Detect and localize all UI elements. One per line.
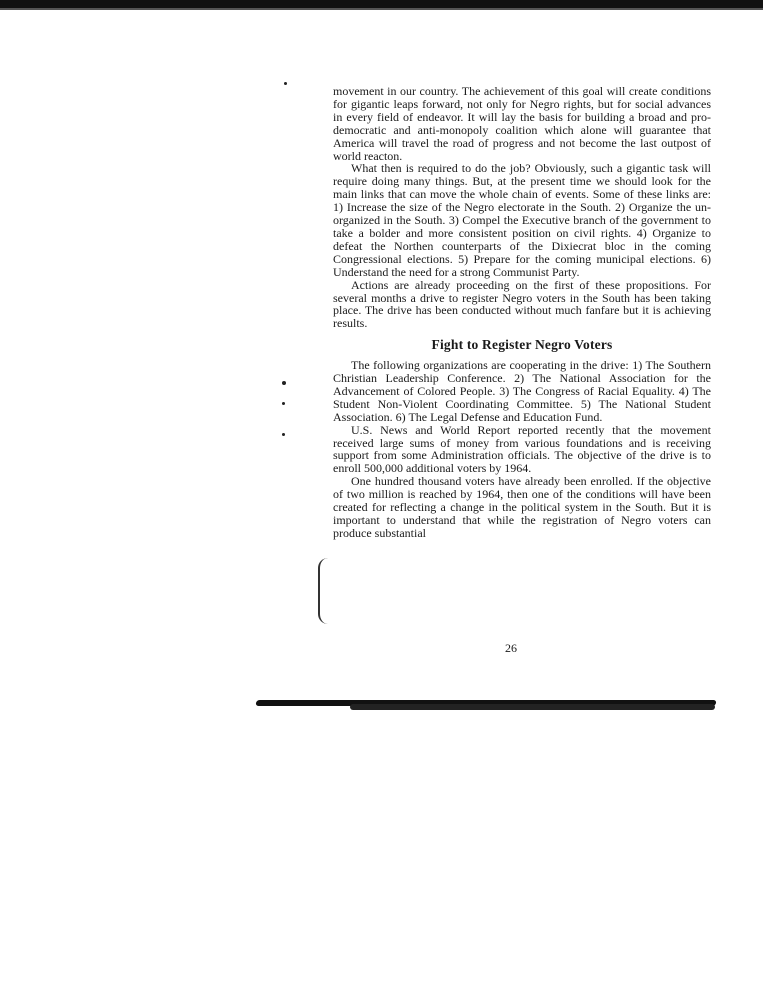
scan-bottom-edge-shadow [350,704,715,710]
paragraph: Actions are already proceeding on the first of these propositions. For several months a drive to register Negro voters in the South has been taking place. The drive has been conducted without much fanfare but it is achieving results. [333,277,711,331]
margin-speck [282,402,285,405]
margin-speck [284,82,287,85]
document-page-text [333,85,711,540]
paragraph: U.S. News and World Report reported recently that the movement received large sums of money from various foundations and is receiving support from some Administration officials. The objective of the drive is to enroll 500,000 additional voters by 1964. [333,422,711,476]
paragraph: One hundred thousand voters have already been enrolled. If the objective of two million is reached by 1964, then one of the conditions will have been created for reflecting a change in the political system in the South. But it is important to understand that while the registration of Negro voters can produce substantial [333,474,711,540]
page-number: 26 [505,641,517,655]
paragraph: movement in our country. The achievement of this goal will create conditions for gigantic leaps forward, not only for Negro rights, but for social advances in every field of endeavor. It will lay the basis for building a broad and pro-democratic and anti-monopoly coalition which alone will guarantee that America will travel the road of progress and not become the last outpost of world reacton. [333,84,711,163]
paragraph: What then is required to do the job? Obviously, such a gigantic task will require doing many things. But, at the present time we should look for the main links that can move the whole chain of events. Some of these links are: 1) Increase the size of the Negro electorate in the South. 2) Organize the un-organized in the South. 3) Compel the Executive branch of the government to take a bolder and more consistent position on civil rights. 4) Organize to defeat the Northen counterparts of the Dixiecrat bloc in the coming Congressional elections. 5) Prepare for the coming municipal elections. 6) Understand the need for a strong Communist Party. [333,161,711,279]
paragraph: The following organizations are cooperating in the drive: 1) The Southern Christian Leadership Conference. 2) The National Association for the Advancement of Colored People. 3) The Congress of Racial Equality. 4) The Student Non-Violent Coordinating Committee. 5) The National Student Association. 6) The Legal Defense and Education Fund. [333,358,711,424]
margin-speck [282,381,286,385]
scan-top-edge [0,0,763,8]
section-heading: Fight to Register Negro Voters [431,337,613,353]
scan-top-edge-shadow [0,8,763,10]
margin-bracket-annotation [318,558,330,624]
margin-speck [282,433,285,436]
